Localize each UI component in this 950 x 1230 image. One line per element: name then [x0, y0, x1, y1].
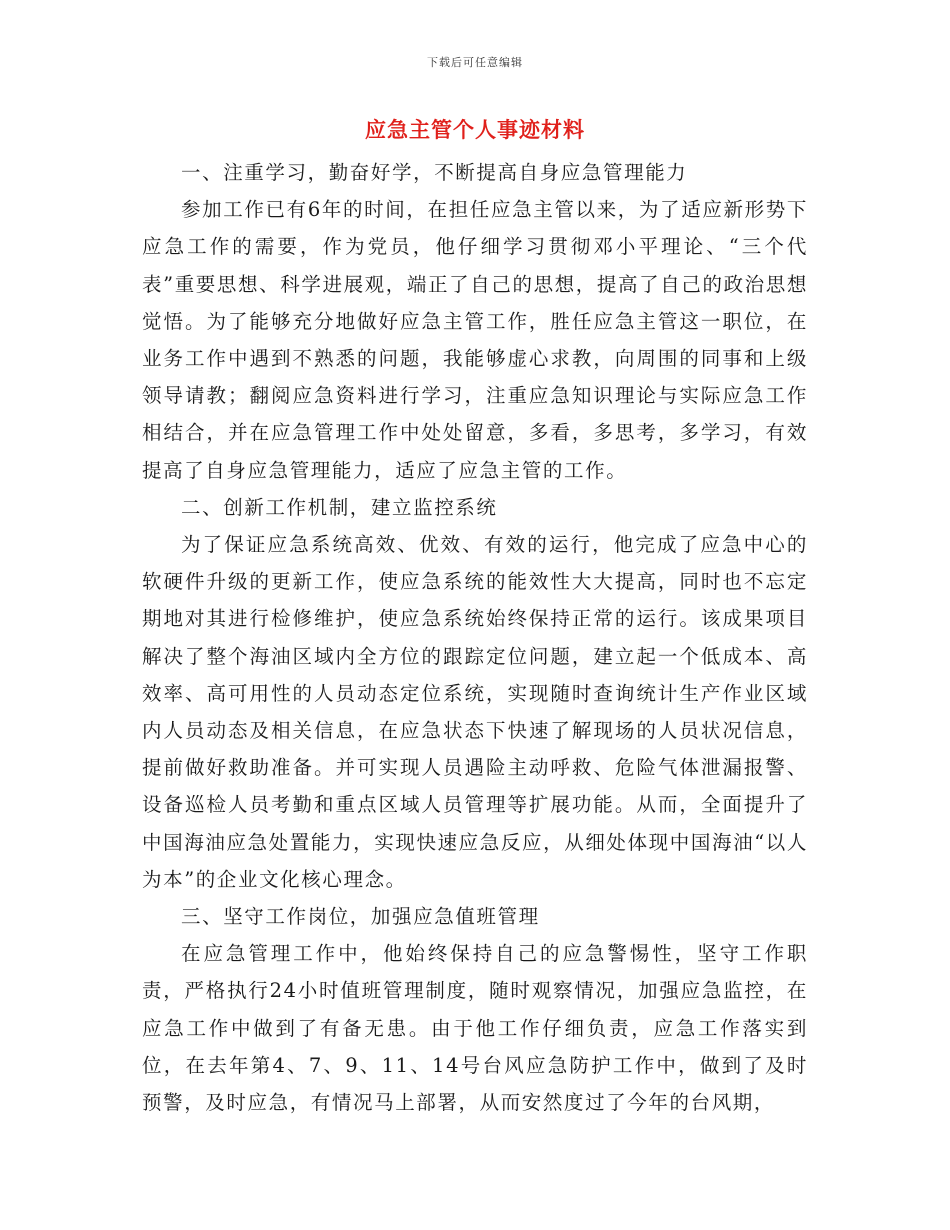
header-note: 下载后可任意编辑 — [427, 56, 523, 69]
section-heading-3: 三、坚守工作岗位，加强应急值班管理 — [181, 905, 540, 929]
section-heading-1: 一、注重学习，勤奋好学，不断提高自身应急管理能力 — [181, 161, 688, 184]
document-title: 应急主管个人事迹材料 — [365, 117, 585, 142]
section-body-2: 为了保证应急系统高效、优效、有效的运行，他完成了应急中心的软硬件升级的更新工作，使应急系统的能效性大大提高，同时也不忘定期地对其进行检修维护，使应急系统始终保持正常的运行。该成果项目解决了整个海油区域内全方位的跟踪定位问题，建立起一个低成本、高效率、高可用性的人员动态定位系统，实现随时查询统计生产作业区域内人员动态及相关信息，在应急状态下快速了解现场的人员状况信息，提前做好救助准备。并可实现人员遇险主动呼救、危险气体泄漏报警、设备巡检人员考勤和重点区域人员管理等扩展功能。从而，全面提升了中国海油应急处置能力，实现快速应急反应，从细处体现中国海油“以人为本”的企业文化核心理念。 — [142, 533, 808, 891]
section-body-1: 参加工作已有6年的时间，在担任应急主管以来，为了适应新形势下应急工作的需要，作为党员，他仔细学习贯彻邓小平理论、“三个代表”重要思想、科学进展观，端正了自己的思想，提高了自己的政治思想觉悟。为了能够充分地做好应急主管工作，胜任应急主管这一职位，在业务工作中遇到不熟悉的问题，我能够虚心求教，向周围的同事和上级领导请教；翻阅应急资料进行学习，注重应急知识理论与实际应急工作相结合，并在应急管理工作中处处留意，多看，多思考，多学习，有效提高了自身应急管理能力，适应了应急主管的工作。 — [142, 198, 808, 482]
section-heading-2: 二、创新工作机制，建立监控系统 — [181, 495, 498, 519]
section-body-3: 在应急管理工作中，他始终保持自己的应急警惕性，坚守工作职责，严格执行24小时值班管理制度，随时观察情况，加强应急监控，在应急工作中做到了有备无患。由于他工作仔细负责，应急工作落实到位，在去年第4、7、9、11、14号台风应急防护工作中，做到了及时预警，及时应急，有情况马上部署，从而安然度过了今年的台风期， — [142, 942, 808, 1115]
document-body — [142, 154, 808, 1121]
